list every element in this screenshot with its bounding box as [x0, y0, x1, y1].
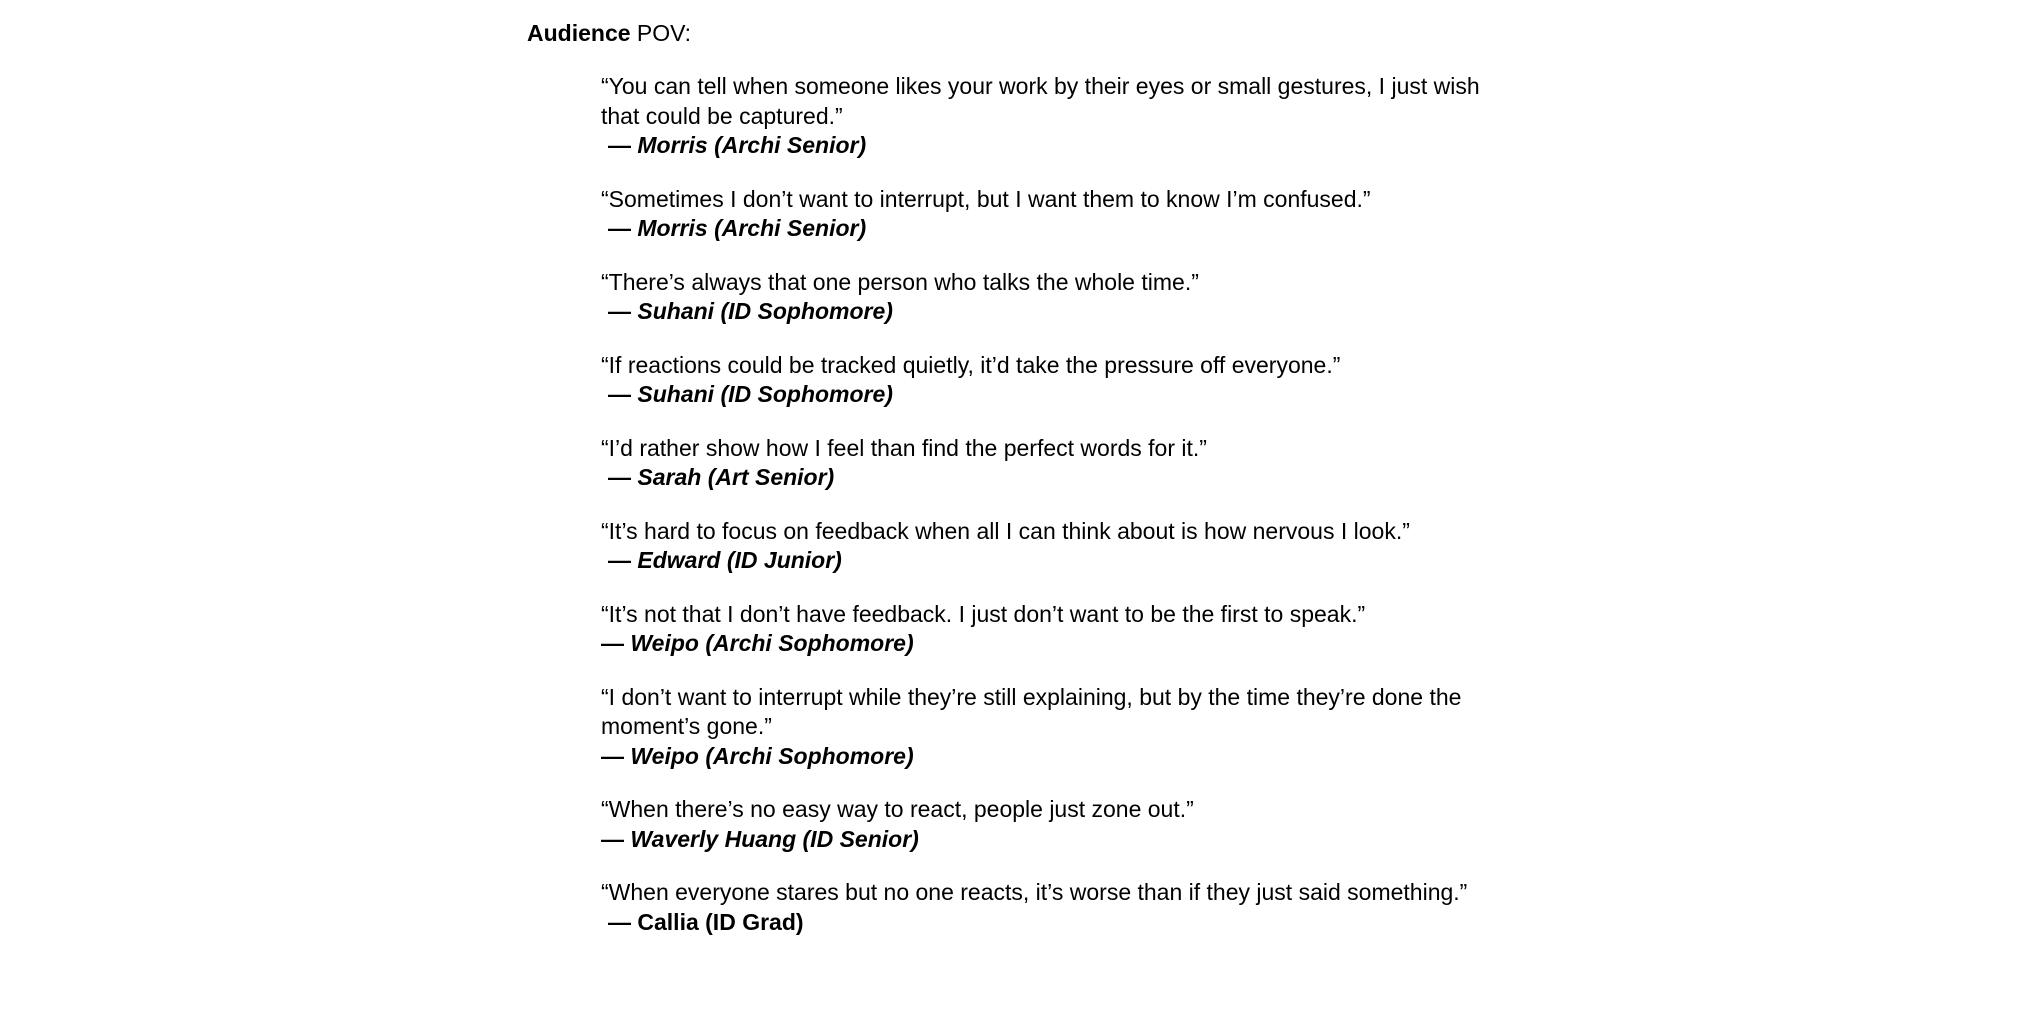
attribution-dash: —: [608, 547, 638, 573]
quote-item: [601, 795, 1501, 854]
quote-text: “I’d rather show how I feel than find the perfect words for it.”: [601, 434, 1207, 461]
quote-item: [601, 434, 1501, 493]
attribution-name: Weipo (Archi Sophomore): [630, 742, 914, 769]
quote-attribution: [601, 546, 1501, 576]
quote-text: “When there’s no easy way to react, people just zone out.”: [601, 796, 1194, 822]
attribution-name: Morris (Archi Senior): [637, 132, 867, 158]
attribution-name: Edward (ID Junior): [637, 547, 842, 573]
quote-attribution: [601, 297, 1501, 327]
quote-item: [601, 351, 1501, 410]
quote-attribution: [601, 463, 1501, 493]
quote-item: [601, 600, 1501, 659]
attribution-dash: —: [608, 298, 638, 324]
quote-text: “There’s always that one person who talks the whole time.”: [601, 268, 1199, 295]
quote-attribution: [601, 742, 1501, 772]
quote-attribution: [601, 629, 1501, 659]
attribution-name: Callia (ID Grad): [637, 908, 804, 935]
quote-text: “You can tell when someone likes your work by their eyes or small gestures, I just wish that could be captured.”: [601, 73, 1480, 129]
quote-item: [601, 72, 1501, 161]
quote-attribution: [601, 908, 1501, 938]
attribution-dash: —: [608, 132, 638, 158]
attribution-name: Suhani (ID Sophomore): [637, 298, 893, 324]
quote-item: [601, 268, 1501, 327]
quote-item: [601, 878, 1501, 937]
attribution-name: Sarah (Art Senior): [637, 464, 835, 490]
section-heading: [527, 18, 691, 48]
quote-attribution: [601, 131, 1501, 161]
quote-attribution: [601, 825, 1501, 855]
attribution-name: Suhani (ID Sophomore): [637, 381, 893, 407]
attribution-name: Morris (Archi Senior): [637, 215, 867, 241]
quote-item: [601, 185, 1501, 244]
attribution-dash: —: [608, 215, 638, 241]
heading-rest-label: POV:: [630, 20, 692, 46]
attribution-dash: —: [601, 742, 631, 769]
quote-list: [601, 72, 1501, 961]
attribution-dash: —: [608, 381, 638, 407]
quote-item: [601, 517, 1501, 576]
quote-text: “Sometimes I don’t want to interrupt, but I want them to know I’m confused.”: [601, 185, 1371, 212]
quote-item: [601, 683, 1501, 772]
heading-bold-label: Audience: [527, 20, 631, 46]
attribution-dash: —: [608, 464, 638, 490]
quote-text: “It’s hard to focus on feedback when all I can think about is how nervous I look.”: [601, 517, 1410, 544]
quote-text: “When everyone stares but no one reacts, it’s worse than if they just said something.”: [601, 879, 1468, 905]
attribution-dash: —: [601, 825, 631, 852]
quote-attribution: [601, 214, 1501, 244]
attribution-name: Weipo (Archi Sophomore): [630, 630, 914, 656]
quote-attribution: [601, 380, 1501, 410]
attribution-dash: —: [601, 630, 631, 656]
quote-text: “I don’t want to interrupt while they’re still explaining, but by the time they’re done the moment’s gone.”: [601, 683, 1462, 739]
attribution-name: Waverly Huang (ID Senior): [630, 825, 919, 852]
attribution-dash: —: [608, 908, 638, 935]
quote-text: “If reactions could be tracked quietly, it’d take the pressure off everyone.”: [601, 351, 1341, 378]
quote-text: “It’s not that I don’t have feedback. I just don’t want to be the first to speak.”: [601, 600, 1366, 627]
